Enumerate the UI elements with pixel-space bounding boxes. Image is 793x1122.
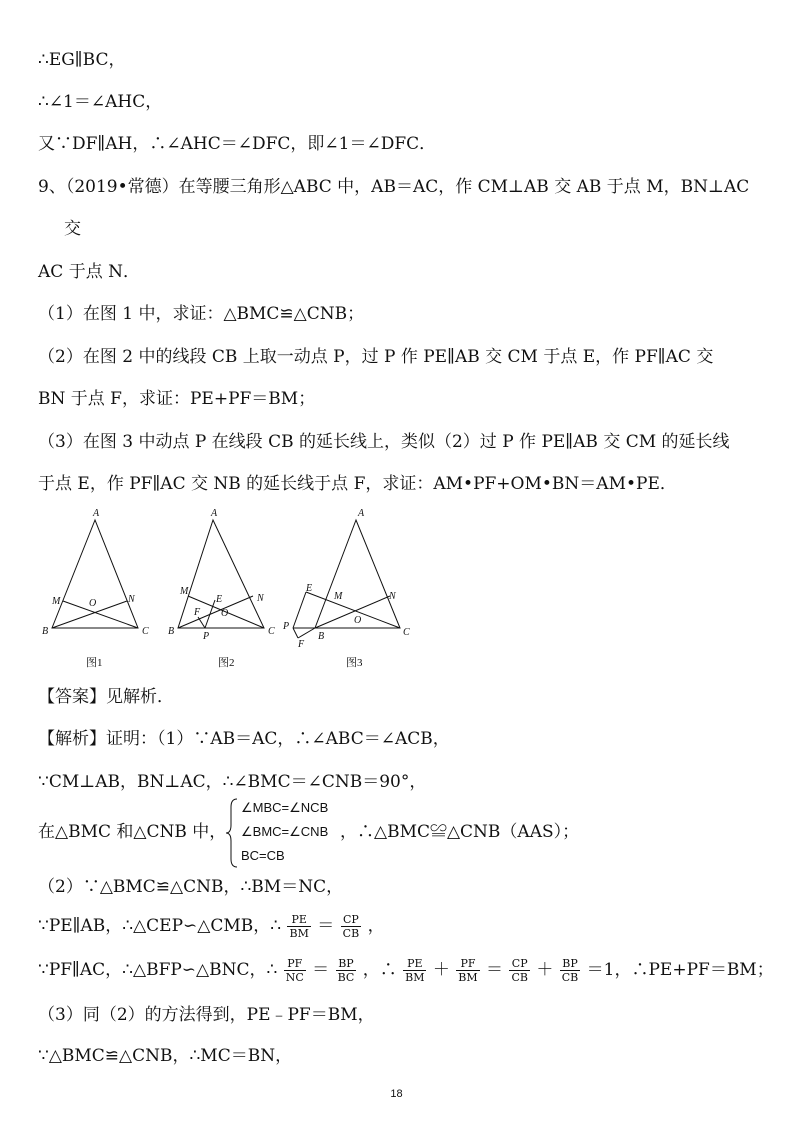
fig1-label-b: B [42,626,49,637]
fig1-label-o: O [89,598,97,609]
fraction-pf-bm [456,957,479,984]
proof-step-perpendicular: ∵CM⊥AB，BN⊥AC，∴∠BMC＝∠CNB＝90°， [38,772,427,792]
fig2-label-e: E [216,594,223,605]
problem-statement: 9、（2019•常德）在等腰三角形△ABC 中，AB＝AC，作 CM⊥AB 交 AB 于点 M，BN⊥AC [38,177,750,197]
fraction-pe-bm-2 [403,957,426,984]
fig3-label-m: M [334,591,343,602]
fraction-cp-cb-2 [509,957,530,984]
fig3-label-b: B [318,631,325,642]
page-number: 18 [390,1088,403,1100]
geometry-figures [30,500,430,680]
fig1-label-n: N [128,594,135,605]
part2-step-2-text: ∵PE∥AB，∴△CEP∽△CMB，∴ [38,916,282,936]
congruence-conclusion: ，∴△BMC≌△CNB（AAS）； [340,822,580,842]
equals-sign: ＝ [317,916,335,936]
equals-sign: ＝ [486,960,504,980]
proof-line-1: ∴EG∥BC， [38,50,126,70]
fig3-label-f: F [298,639,305,650]
therefore-symbol: ，∴ [362,960,397,980]
system-eq-3: BC=CB [241,848,285,863]
fraction-numerator: PF [284,957,306,971]
part2-step-1: （2）∵△BMC≌△CNB，∴BM＝NC， [38,877,344,897]
fig1-label-c: C [142,626,149,637]
fig3-caption: 图3 [346,657,363,669]
congruence-intro: 在△BMC 和△CNB 中， [38,822,227,842]
fig2-label-c: C [268,626,275,637]
fraction-denominator: CB [342,927,360,940]
fraction-pe-bm [287,913,310,940]
proof-line-2: ∴∠1＝∠AHC， [38,92,163,112]
fig2-label-a: A [211,508,218,519]
fig3-label-e: E [306,583,313,594]
question-3: （3）在图 3 中动点 P 在线段 CB 的延长线上，类似（2）过 P 作 PE∥AB 交 CM 的延长线 [38,432,730,452]
part2-step-3-text: ∵PF∥AC，∴△BFP∽△BNC，∴ [38,960,278,980]
fig3-label-o: O [354,615,362,626]
fraction-numerator: BP [560,957,581,971]
part2-step-2 [38,913,385,940]
fig1-label-m: M [52,596,61,607]
part2-step-3 [38,957,774,984]
fig3-fb-line [298,628,315,638]
fraction-denominator: BM [405,971,425,984]
fraction-bp-cb [560,957,581,984]
question-2: （2）在图 2 中的线段 CB 上取一动点 P，过 P 作 PE∥AB 交 CM 于点 E，作 PF∥AC 交 [38,347,714,367]
fraction-numerator: CP [509,957,530,971]
fig1-triangle [52,520,138,628]
plus-sign: ＋ [432,960,450,980]
fraction-bp-bc [336,957,357,984]
fig3-pf-line [293,628,298,638]
fraction-pf-nc [284,957,306,984]
fig2-pf-line [198,617,205,628]
proof-line-3: 又∵DF∥AH，∴∠AHC＝∠DFC，即∠1＝∠DFC． [38,134,437,154]
system-eq-1: ∠MBC=∠NCB [241,800,329,815]
fig3-label-a: A [358,508,365,519]
part2-conclusion: ＝1，∴PE+PF＝BM； [586,960,774,980]
system-eq-2: ∠BMC=∠CNB [241,824,329,839]
fig1-cm-line [63,601,138,628]
fig2-label-m: M [180,586,189,597]
fraction-denominator: CB [511,971,528,984]
fraction-numerator: PF [456,957,479,971]
equals-sign: ＝ [312,960,330,980]
fig2-label-f: F [194,607,201,618]
equation-system [225,797,355,869]
part3-step-2: ∵△BMC≌△CNB，∴MC＝BN， [38,1046,293,1066]
fig2-caption: 图2 [218,657,235,669]
fig3-bn-line [315,596,390,628]
answer-line: 【答案】见解析． [38,687,174,707]
problem-statement-wrap: 交 [64,219,81,239]
fraction-numerator: CP [341,913,362,927]
question-2-cont: BN 于点 F，求证：PE+PF＝BM； [38,389,316,409]
fraction-cp-cb [341,913,362,940]
problem-statement-cont: AC 于点 N． [38,262,140,282]
part2-step-2-end: ， [367,916,385,936]
fig3-label-n: N [389,591,396,602]
fig2-label-b: B [168,626,175,637]
fig2-label-n: N [257,593,264,604]
figures [30,500,430,680]
left-brace-icon [225,797,239,869]
analysis-line: 【解析】证明：（1）∵AB＝AC，∴∠ABC＝∠ACB， [38,729,450,749]
question-1: （1）在图 1 中，求证：△BMC≌△CNB； [38,304,365,324]
fig1-caption: 图1 [86,657,103,669]
part3-step-1: （3）同（2）的方法得到，PE﹣PF＝BM， [38,1005,375,1025]
fraction-numerator: PE [287,913,310,927]
fig2-label-o: O [221,608,229,619]
fraction-numerator: BP [336,957,357,971]
fraction-denominator: CB [561,971,579,984]
fraction-numerator: PE [403,957,426,971]
fig1-label-a: A [93,508,100,519]
fig2-label-p: P [203,631,210,642]
fig3-pe-line [293,592,306,628]
fraction-denominator: BC [337,971,355,984]
fig3-label-p: P [283,621,290,632]
fraction-denominator: NC [285,971,304,984]
plus-sign: ＋ [536,960,554,980]
fraction-denominator: BM [458,971,478,984]
fraction-denominator: BM [289,927,309,940]
fig3-label-c: C [403,627,410,638]
question-3-cont: 于点 E，作 PF∥AC 交 NB 的延长线于点 F，求证：AM•PF+OM•BN＝AM•PE． [38,474,677,494]
